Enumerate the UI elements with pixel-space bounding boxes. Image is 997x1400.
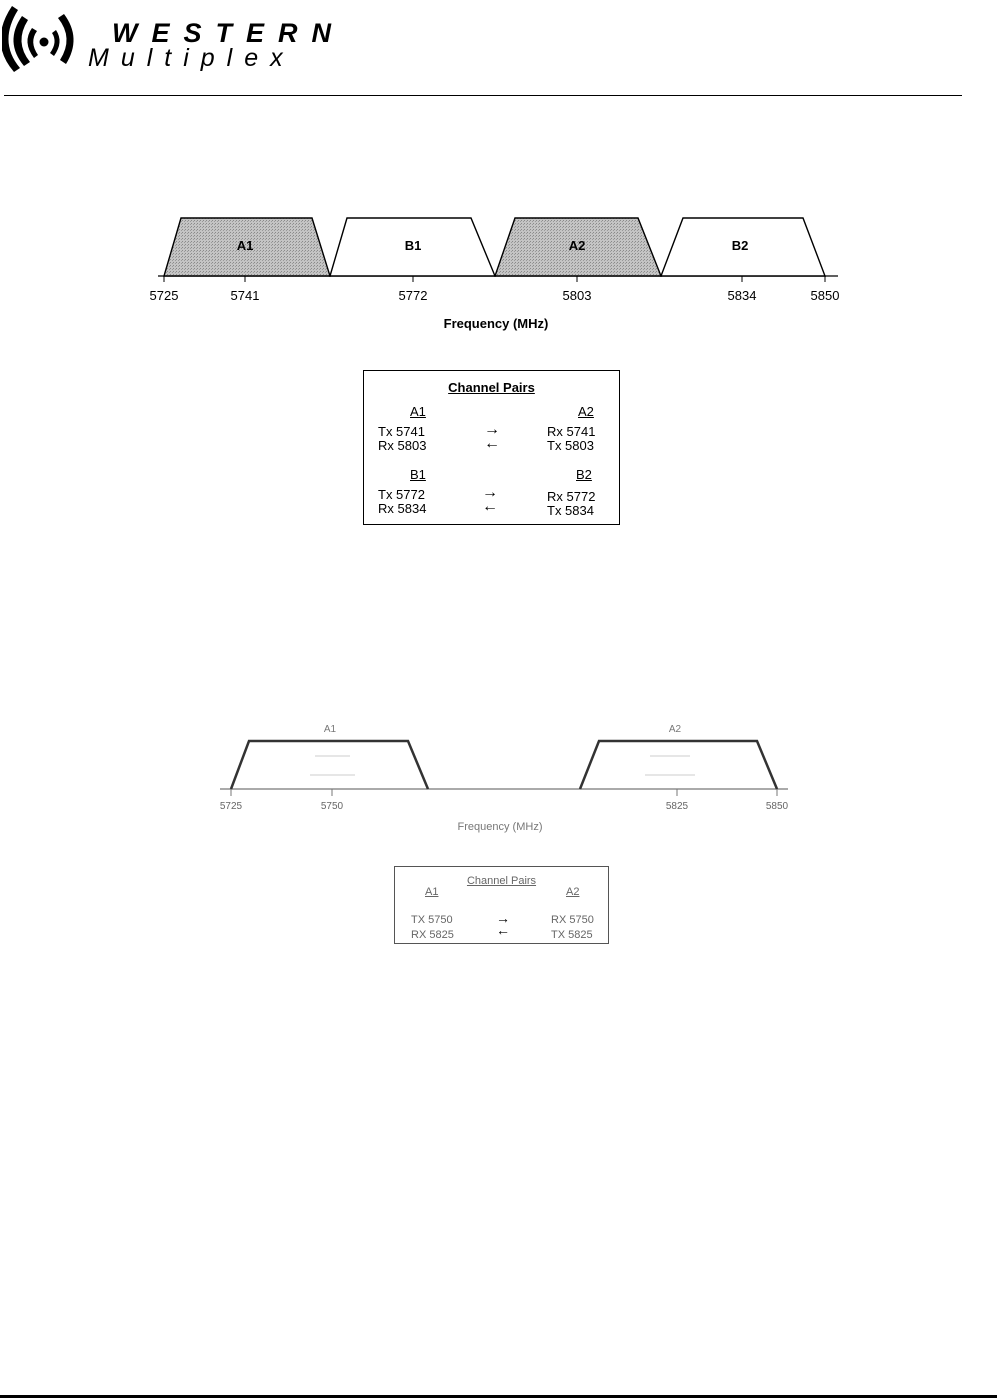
- tick-label: 5772: [398, 288, 428, 303]
- channel-label-a1: A1: [236, 238, 254, 253]
- arrow-left-icon: ←: [496, 922, 510, 938]
- pair-left-value: Rx 5834: [378, 501, 427, 516]
- channel-label-b1: B1: [404, 238, 422, 253]
- tick-label: 5741: [230, 288, 260, 303]
- pair-right-value: RX 5750: [551, 914, 594, 926]
- channel-label-b2: B2: [731, 238, 749, 253]
- arrow-left-icon: ←: [482, 498, 498, 515]
- pair-left-value: Tx 5741: [378, 424, 425, 439]
- tick-label: 5825: [665, 801, 689, 812]
- channel-plan-diagram-2: [210, 720, 800, 840]
- tick-label: 5750: [320, 801, 344, 812]
- brand-name-western: WESTERN: [112, 18, 345, 48]
- pair-head-a2: A2: [566, 886, 580, 898]
- channel-plan-diagram-1: [140, 205, 860, 335]
- frequency-axis-label: Frequency (MHz): [443, 316, 549, 331]
- tick-label: 5803: [562, 288, 592, 303]
- pair-right-value: Tx 5803: [547, 438, 594, 453]
- frequency-axis-label: Frequency (MHz): [457, 821, 543, 833]
- channel-a2-band: [580, 741, 777, 789]
- channel-label-a2: A2: [668, 724, 682, 735]
- pair-head-a1: A1: [410, 404, 426, 419]
- pair-head-b2: B2: [576, 467, 592, 482]
- pair-left-value: Rx 5803: [378, 438, 427, 453]
- channel-a1-band: [231, 741, 428, 789]
- channel-label-a2: A2: [568, 238, 586, 253]
- pair-right-value: TX 5825: [551, 929, 593, 941]
- arrow-right-icon: →: [484, 421, 500, 438]
- tick-label: 5850: [765, 801, 789, 812]
- tick-label: 5850: [810, 288, 840, 303]
- brand-name-multiplex: Multiplex: [88, 44, 295, 72]
- western-multiplex-logo-icon: [2, 0, 94, 72]
- channel-label-a1: A1: [323, 724, 337, 735]
- pair-left-value: TX 5750: [411, 914, 453, 926]
- pair-head-a1: A1: [425, 886, 439, 898]
- channel-pairs-title: Channel Pairs: [448, 380, 535, 395]
- pair-right-value: Rx 5772: [547, 489, 596, 504]
- pair-left-value: RX 5825: [411, 929, 454, 941]
- channel-pairs-table-1: [363, 370, 620, 525]
- pair-head-b1: B1: [410, 467, 426, 482]
- pair-right-value: Rx 5741: [547, 424, 596, 439]
- arrow-right-icon: →: [496, 910, 510, 926]
- arrow-left-icon: ←: [484, 435, 500, 452]
- pair-right-value: Tx 5834: [547, 503, 594, 518]
- channel-pairs-title: Channel Pairs: [466, 875, 537, 887]
- tick-label: 5725: [219, 801, 243, 812]
- pair-left-value: Tx 5772: [378, 487, 425, 502]
- tick-label: 5725: [149, 288, 179, 303]
- pair-head-a2: A2: [578, 404, 594, 419]
- footer-divider: [0, 1395, 997, 1398]
- channel-pairs-table-2: [394, 866, 609, 944]
- tick-label: 5834: [727, 288, 757, 303]
- header-divider: [4, 95, 962, 96]
- arrow-right-icon: →: [482, 484, 498, 501]
